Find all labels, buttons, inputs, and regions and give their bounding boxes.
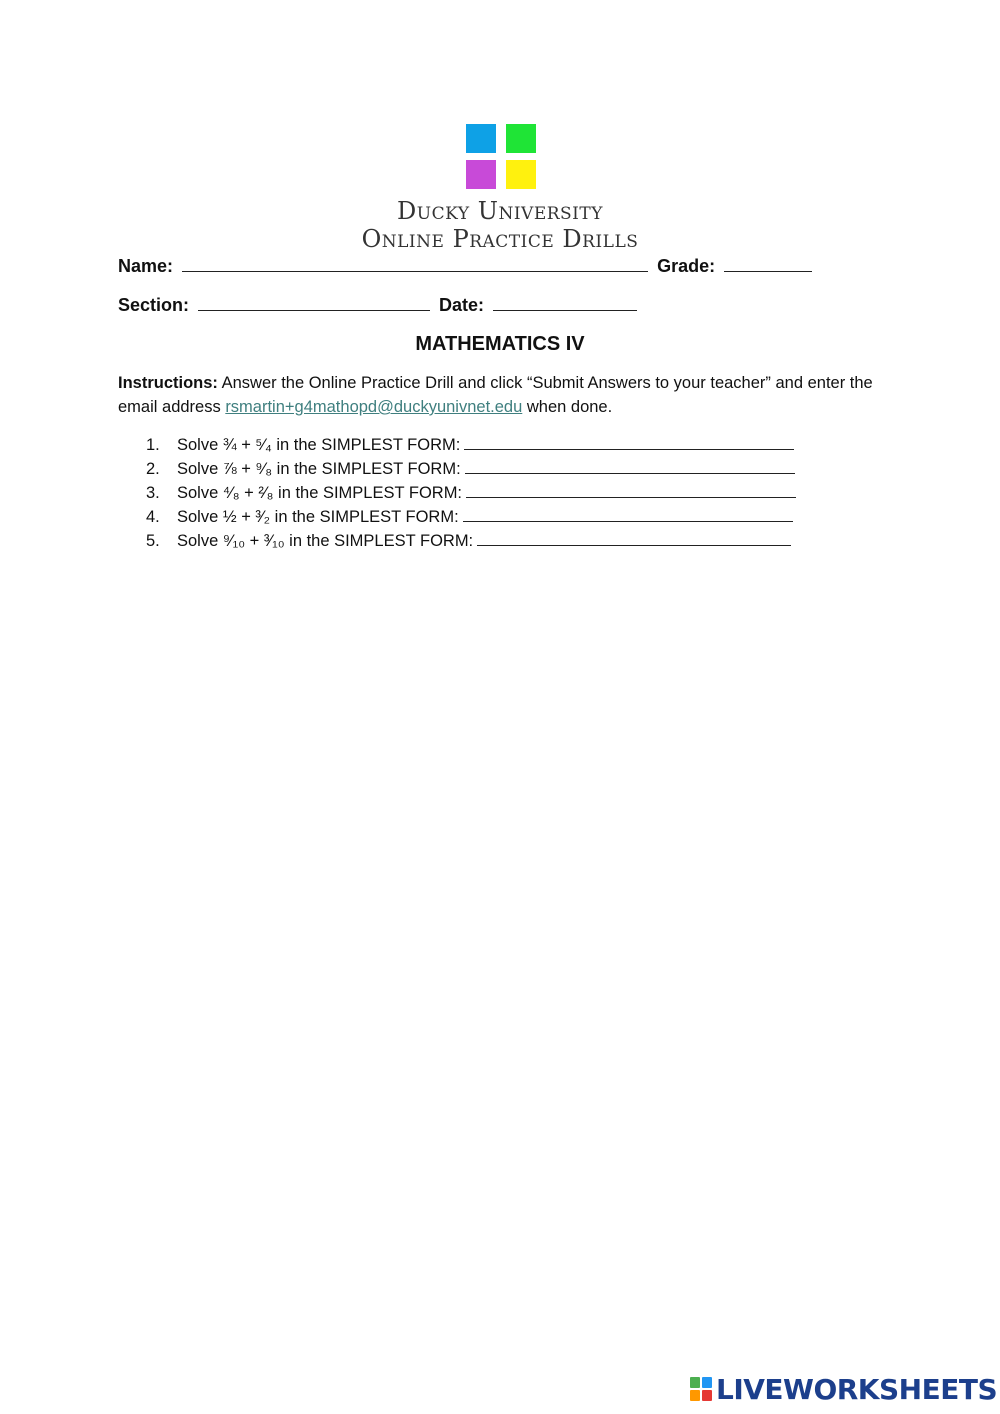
section-field[interactable] <box>198 292 430 311</box>
answer-field[interactable] <box>466 481 796 498</box>
liveworksheets-logo-icon <box>690 1377 714 1403</box>
question-number: 4. <box>146 508 160 526</box>
logo-square-green <box>506 124 536 153</box>
answer-field[interactable] <box>465 457 795 474</box>
answer-field[interactable] <box>477 529 791 546</box>
liveworksheets-brand <box>690 1374 997 1406</box>
question-number: 1. <box>146 436 160 454</box>
name-grade-row <box>118 253 816 278</box>
date-label: Date: <box>439 295 485 315</box>
university-logo <box>466 124 536 190</box>
question-text: Solve ½ + ³⁄₂ in the SIMPLEST FORM: <box>177 508 459 526</box>
answer-field[interactable] <box>464 433 794 450</box>
question-item <box>146 481 846 505</box>
logo-square-yellow <box>506 160 536 189</box>
question-number: 2. <box>146 460 160 478</box>
instructions-label: Instructions: <box>118 374 218 392</box>
grade-field[interactable] <box>724 253 812 272</box>
question-item <box>146 505 846 529</box>
grade-label: Grade: <box>657 256 716 276</box>
question-text: Solve ⁹⁄₁₀ + ³⁄₁₀ in the SIMPLEST FORM: <box>177 532 474 550</box>
subject-title: MATHEMATICS IV <box>415 333 585 355</box>
question-number: 5. <box>146 532 160 550</box>
question-text: Solve ⅞ + ⁹⁄₈ in the SIMPLEST FORM: <box>177 460 461 478</box>
logo-square-purple <box>466 160 496 189</box>
logo-square-blue <box>466 124 496 153</box>
question-text: Solve ⁴⁄₈ + ²⁄₈ in the SIMPLEST FORM: <box>177 484 463 502</box>
liveworksheets-wordmark: LIVEWORKSHEETS <box>716 1373 998 1406</box>
question-item <box>146 457 846 481</box>
question-item <box>146 529 846 553</box>
date-field[interactable] <box>493 292 637 311</box>
answer-field[interactable] <box>463 505 793 522</box>
section-label: Section: <box>118 295 190 315</box>
question-list <box>146 433 846 553</box>
instructions <box>118 371 878 419</box>
name-field[interactable] <box>182 253 648 272</box>
name-label: Name: <box>118 256 174 276</box>
question-text: Solve ¾ + ⁵⁄₄ in the SIMPLEST FORM: <box>177 436 461 454</box>
org-name: Ducky University <box>397 197 603 225</box>
org-subtitle: Online Practice Drills <box>361 225 639 253</box>
question-number: 3. <box>146 484 160 502</box>
instructions-text: Answer the Online Practice Drill and click “Submit Answers to your teacher” and enter the email address <box>118 374 873 416</box>
instructions-text-end: when done. <box>522 398 613 416</box>
section-date-row <box>118 292 641 317</box>
teacher-email-link[interactable]: rsmartin+g4mathopd@duckyunivnet.edu <box>225 398 523 416</box>
question-item <box>146 433 846 457</box>
